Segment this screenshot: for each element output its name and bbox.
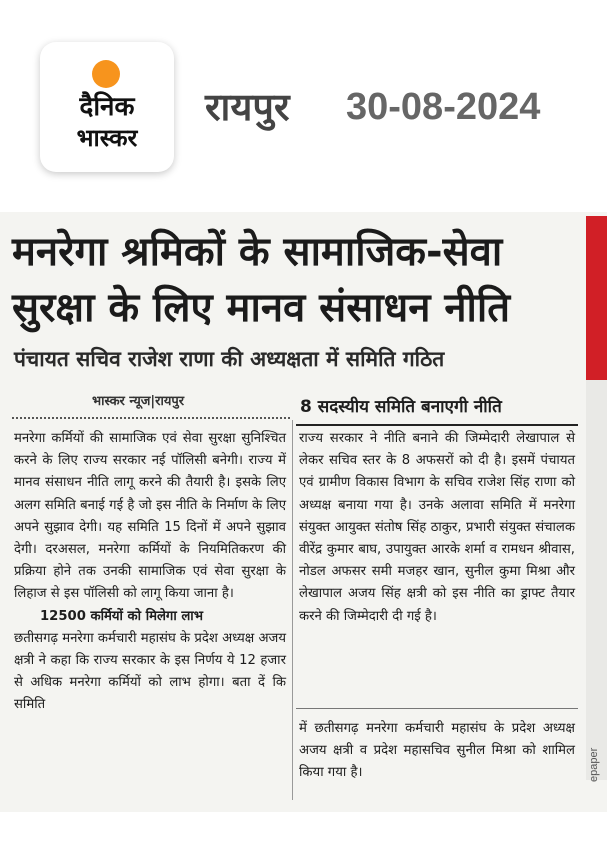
left-paragraph-2: छतीसगढ़ मनरेगा कर्मचारी महासंघ के प्रदेश अध्यक्ष अजय क्षत्री ने कहा कि राज्य सरकार के इस निर्णय ये 12 हजार से अधिक मनरेगा कर्मियों को लाभ होगा। बता दें कि समिति bbox=[14, 630, 286, 713]
right-column-continued bbox=[299, 718, 575, 785]
headline-line-1: मनरेगा श्रमिकों के सामाजिक-सेवा bbox=[12, 229, 503, 275]
side-url-text: epaper bbox=[588, 747, 600, 782]
edition-city: रायपुर bbox=[205, 85, 290, 129]
sun-logo-icon bbox=[92, 60, 120, 88]
subheadline: पंचायत सचिव राजेश राणा की अध्यक्षता में समिति गठित bbox=[14, 347, 445, 371]
left-subheading: 12500 कर्मियों को मिलेगा लाभ bbox=[40, 608, 203, 624]
logo-line-1: दैनिक bbox=[79, 92, 135, 122]
page-edge-red-bar bbox=[586, 216, 607, 380]
edition-date: 30-08-2024 bbox=[346, 86, 541, 128]
right-paragraph-2: में छतीसगढ़ मनरेगा कर्मचारी महासंघ के प्रदेश अध्यक्ष अजय क्षत्री व प्रदेश महासचिव सुनील मिश्रा को शामिल किया गया है। bbox=[299, 721, 575, 781]
right-heading-rule bbox=[296, 424, 578, 426]
newspaper-logo bbox=[40, 42, 174, 172]
headline-line-2: सुरक्षा के लिए मानव संसाधन नीति bbox=[12, 285, 511, 331]
byline: भास्कर न्यूज|रायपुर bbox=[92, 394, 185, 409]
byline-rule bbox=[12, 417, 290, 419]
left-paragraph-1: मनरेगा कर्मियों की सामाजिक एवं सेवा सुरक्षा सुनिश्चित करने के लिए राज्य सरकार नई पॉलिसी बनेगी। राज्य में मानव संसाधन नीति लागू करने की तैयारी है। इसके लिए अलग समिति बनाई गई है जो इस नीति के निर्माण के लिए अपने सुझाव देगी। यह समिति 15 दिनों में अपने सुझाव देगी। दरअसल, मनरेगा कर्मियों के नियमितिकरण की प्रक्रिया होने तक उनकी सामाजिक एवं सेवा सुरक्षा के लिहाज से इस पॉलिसी को लागू किया जाना है। bbox=[14, 431, 286, 602]
right-paragraph-1: राज्य सरकार ने नीति बनाने की जिम्मेदारी लेखापाल से लेकर सचिव स्तर के 8 अफसरों को दी है। इसमें पंचायत एवं ग्रामीण विकास विभाग के सचिव राजेश सिंह राणा को अध्यक्ष बनाया गया है। उनके अलावा समिति में मनरेगा संयुक्त आयुक्त संतोष सिंह ठाकुर, प्रभारी संयुक्त संचालक वीरेंद्र कुमार बाघ, उपायुक्त आरके शर्मा व रामधन श्रीवास, नोडल अफसर समी मजहर खान, सुनील कुमा मिश्रा और लेखापाल अजय सिंह क्षत्री को इस नीति का ड्राफ्ट तैयार करने की जिम्मेदारी दी गई है। bbox=[299, 431, 575, 624]
right-box-rule bbox=[296, 708, 578, 709]
right-column bbox=[299, 428, 575, 628]
left-column bbox=[14, 428, 286, 717]
logo-line-2: भास्कर bbox=[76, 124, 138, 152]
right-column-heading: 8 सदस्यीय समिति बनाएगी नीति bbox=[300, 397, 502, 417]
column-divider bbox=[292, 420, 293, 800]
